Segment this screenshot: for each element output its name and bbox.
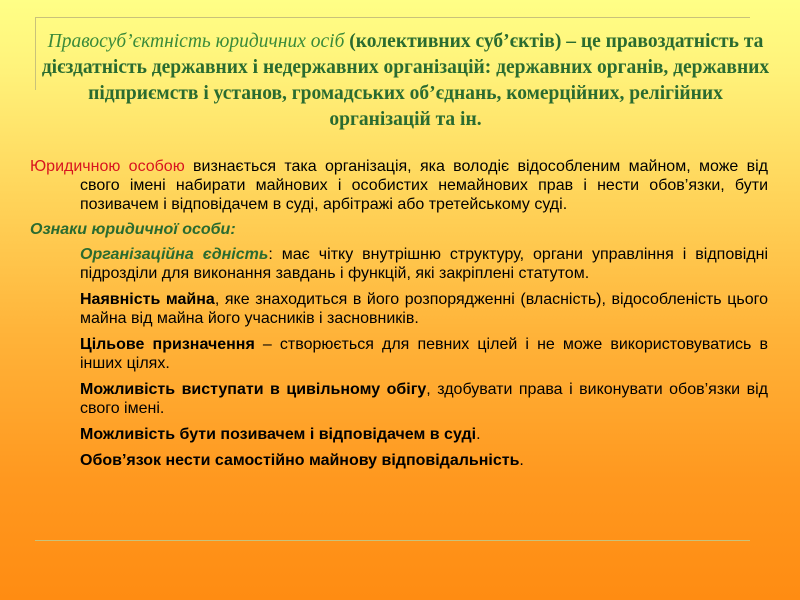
title-term: Правосуб’єктність юридичних осіб (47, 31, 345, 52)
signs-list (30, 245, 768, 470)
definition-paragraph (30, 157, 768, 214)
list-item (30, 245, 768, 283)
item-rest: , здобувати права і виконувати обов’язки від свого імені. (80, 381, 768, 417)
item-rest: : має чітку внутрішню структуру, органи управління і відповідні підрозділи для виконання завдань і функцій, які закріплені статутом. (80, 246, 769, 282)
list-item (30, 335, 768, 373)
frame-line-left (35, 17, 36, 90)
frame-line-bottom (35, 540, 750, 541)
item-lead: Можливість бути позивачем і відповідачем в суді (80, 426, 477, 443)
item-lead: Наявність майна (80, 291, 215, 308)
item-rest: . (519, 452, 524, 469)
list-item (30, 425, 768, 444)
signs-heading: Ознаки юридичної особи: (30, 221, 236, 238)
item-lead: Можливість виступати в цивільному обігу (80, 381, 427, 398)
title-rest: (колективних суб’єктів) – це правоздатність та дієздатність державних і недержавних організацій: державних органів, державних підприємств і установ, громадських об’єднань, комерційних, релігійних організацій та ін. (41, 31, 770, 130)
item-rest: – створюється для певних цілей і не може використовуватись в інших цілях. (80, 336, 768, 372)
definition-text: визнається така організація, яка володіє відособленим майном, може від свого імені набирати майнових і особистих немайнових прав і нести обов’язки, бути позивачем і відповідачем в суді, арбітражі або третейському суді. (80, 158, 769, 213)
definition-term: Юридичною особою (30, 158, 185, 175)
slide-body (30, 157, 768, 477)
list-item (30, 451, 768, 470)
item-rest: , яке знаходиться в його розпорядженні (власність), відособленість цього майна від майна його учасників і засновників. (80, 291, 768, 327)
item-lead: Цільове призначення (80, 336, 255, 353)
item-lead: Обов’язок нести самостійно майнову відповідальність (80, 452, 520, 469)
list-item (30, 380, 768, 418)
slide-title (38, 29, 773, 133)
list-item (30, 290, 768, 328)
item-rest: . (476, 426, 481, 443)
item-lead: Організаційна єдність (80, 246, 269, 263)
frame-line-top (35, 17, 750, 18)
